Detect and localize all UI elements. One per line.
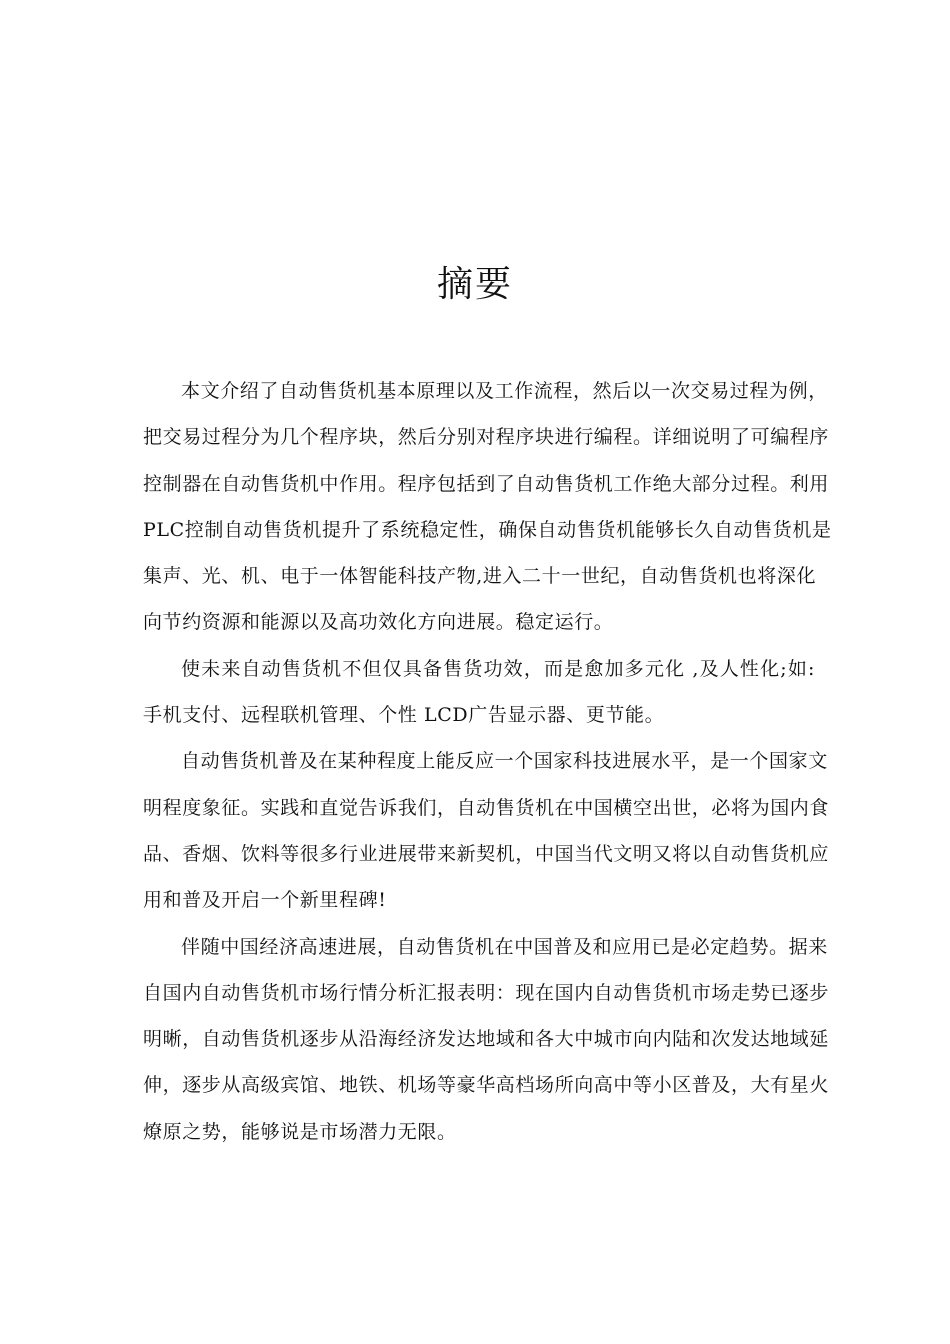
paragraph-line: 控制器在自动售货机中作用。程序包括到了自动售货机工作绝大部分过程。利用: [143, 472, 830, 495]
paragraph-line: 用和普及开启一个新里程碑!: [143, 889, 387, 912]
paragraph-line: 明晰，自动售货机逐步从沿海经济发达地域和各大中城市向内陆和次发达地域延: [143, 1028, 830, 1051]
paragraph-line: 手机支付、远程联机管理、个性 LCD广告显示器、更节能。: [143, 704, 665, 727]
paragraph-line: 集声、光、机、电于一体智能科技产物,进入二十一世纪，自动售货机也将深化: [143, 565, 817, 588]
paragraph-3: [143, 738, 830, 923]
paragraph-line: PLC控制自动售货机提升了系统稳定性，确保自动售货机能够长久自动售货机是: [143, 518, 832, 541]
paragraph-line: 品、香烟、饮料等很多行业进展带来新契机，中国当代文明又将以自动售货机应: [143, 842, 830, 865]
paragraph-line: 本文介绍了自动售货机基本原理以及工作流程，然后以一次交易过程为例，: [181, 380, 828, 402]
paragraph-2: [143, 646, 815, 739]
paragraph-line: 自国内自动售货机市场行情分析汇报表明：现在国内自动售货机市场走势已逐步: [143, 981, 830, 1004]
paragraph-1: [143, 368, 832, 646]
paragraph-line: 向节约资源和能源以及高功效化方向进展。稳定运行。: [143, 611, 614, 634]
paragraph-4: [143, 924, 830, 1155]
paragraph-line: 明程度象征。实践和直觉告诉我们，自动售货机在中国横空出世，必将为国内食: [143, 796, 830, 819]
abstract-body: [143, 368, 832, 1155]
paragraph-line: 把交易过程分为几个程序块，然后分别对程序块进行编程。详细说明了可编程序: [143, 426, 830, 449]
paragraph-line: 伸，逐步从高级宾馆、地铁、机场等豪华高档场所向高中等小区普及，大有星火: [143, 1074, 830, 1097]
paragraph-line: 燎原之势，能够说是市场潜力无限。: [143, 1120, 457, 1143]
paragraph-line: 使未来自动售货机不但仅具备售货功效，而是愈加多元化 ,及人性化;如:: [181, 657, 815, 680]
paragraph-line: 伴随中国经济高速进展，自动售货机在中国普及和应用已是必定趋势。据来: [181, 935, 828, 958]
page-title: 摘要: [436, 264, 513, 305]
paragraph-line: 自动售货机普及在某种程度上能反应一个国家科技进展水平，是一个国家文: [181, 750, 828, 773]
